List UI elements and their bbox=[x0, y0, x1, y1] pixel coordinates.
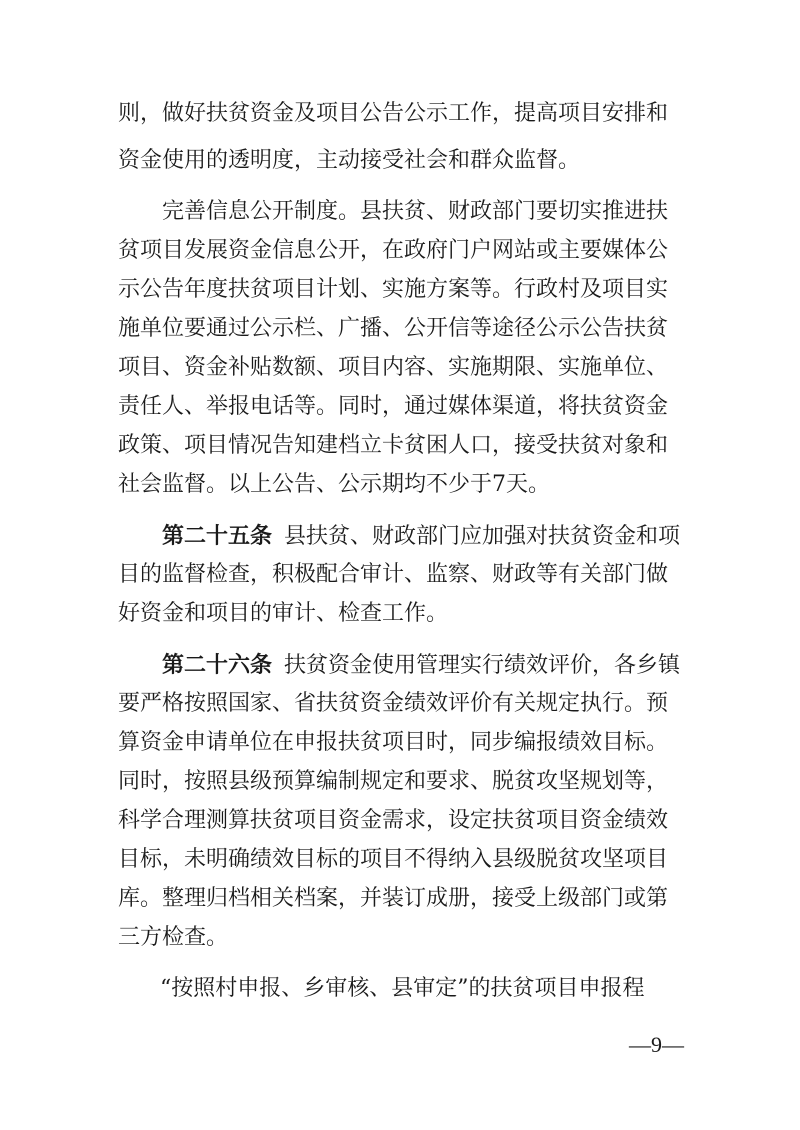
body-line: 要严格按照国家、省扶贫资金绩效评价有关规定执行。预 bbox=[118, 691, 669, 716]
body-line: 责任人、举报电话等。同时，通过媒体渠道，将扶贫资金 bbox=[118, 394, 669, 419]
body-line: 贫项目发展资金信息公开，在政府门户网站或主要媒体公 bbox=[118, 238, 669, 263]
body-line: 同时，按照县级预算编制规定和要求、脱贫攻坚规划等， bbox=[118, 769, 669, 794]
body-line: 目的监督检查，积极配合审计、监察、财政等有关部门做 bbox=[118, 562, 669, 587]
article-heading: 第二十五条 bbox=[162, 523, 273, 549]
body-line: 政策、项目情况告知建档立卡贫困人口，接受扶贫对象和 bbox=[118, 433, 669, 458]
body-text: 扶贫资金使用管理实行绩效评价，各乡镇 bbox=[284, 653, 681, 678]
body-line: 库。整理归档相关档案，并装订成册，接受上级部门或第 bbox=[118, 886, 669, 911]
body-line: 算资金申请单位在申报扶贫项目时，同步编报绩效目标。 bbox=[118, 730, 669, 755]
article-heading: 第二十六条 bbox=[162, 652, 273, 678]
body-line: 三方检查。 bbox=[118, 925, 229, 950]
body-line: 示公告年度扶贫项目计划、实施方案等。行政村及项目实 bbox=[118, 277, 669, 302]
body-line: 资金使用的透明度，主动接受社会和群众监督。 bbox=[118, 148, 581, 173]
body-text: 县扶贫、财政部门应加强对扶贫资金和项 bbox=[284, 524, 681, 549]
page-number: —9— bbox=[629, 1032, 684, 1057]
article-first-line bbox=[162, 521, 680, 551]
article-first-line bbox=[162, 650, 680, 680]
body-line: 科学合理测算扶贫项目资金需求，设定扶贫项目资金绩效 bbox=[118, 808, 669, 833]
body-line: 施单位要通过公示栏、广播、公开信等途径公示公告扶贫 bbox=[118, 316, 669, 341]
body-line: 好资金和项目的审计、检查工作。 bbox=[118, 601, 449, 626]
body-line: 目标，未明确绩效目标的项目不得纳入县级脱贫攻坚项目 bbox=[118, 847, 669, 872]
body-line: “按照村申报、乡审核、县审定”的扶贫项目申报程 bbox=[160, 976, 645, 1001]
body-line: 项目、资金补贴数额、项目内容、实施期限、实施单位、 bbox=[118, 355, 669, 380]
body-line: 社会监督。以上公告、公示期均不少于7天。 bbox=[118, 472, 550, 497]
body-line: 完善信息公开制度。县扶贫、财政部门要切实推进扶 bbox=[162, 199, 669, 224]
body-line: 则，做好扶贫资金及项目公告公示工作，提高项目安排和 bbox=[118, 101, 669, 126]
